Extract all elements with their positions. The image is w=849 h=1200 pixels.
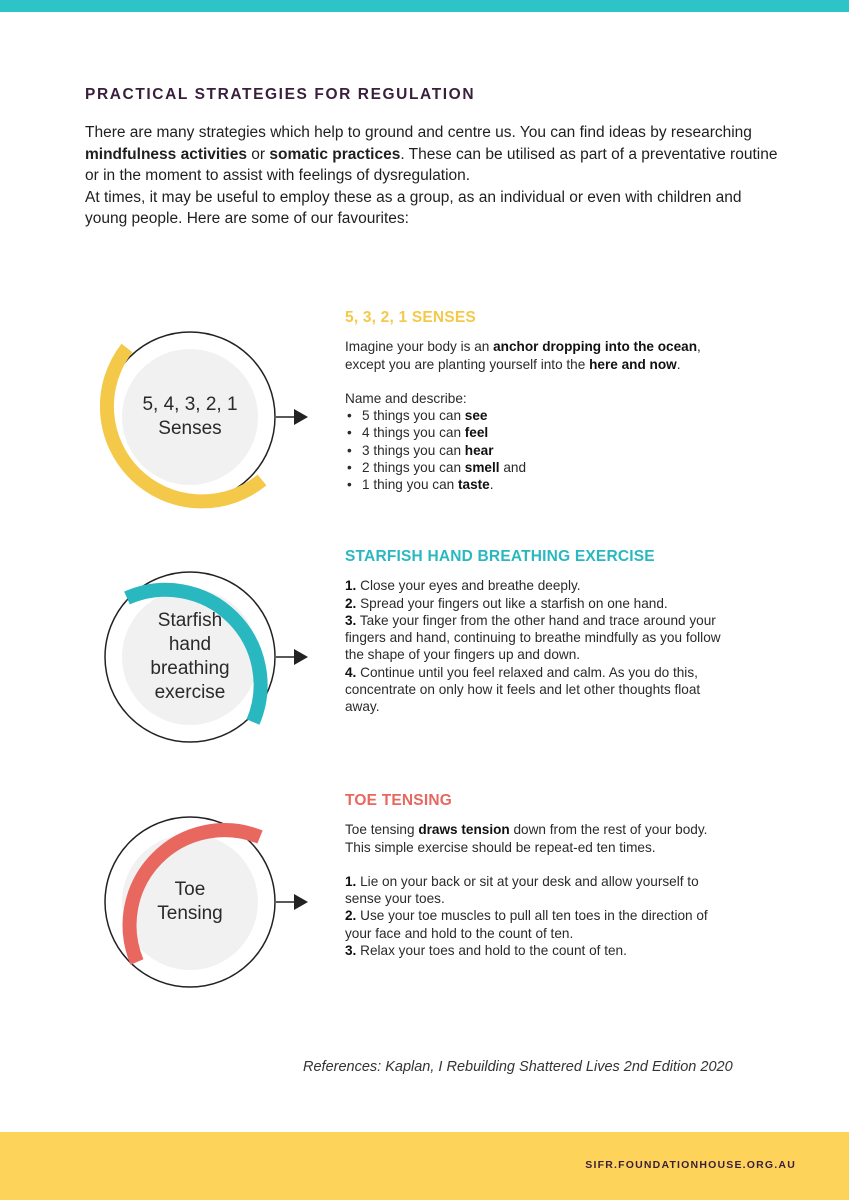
list-item: • 3 things you can hear (345, 442, 725, 459)
step: 3. Take your finger from the other hand and trace around your fingers and hand, continuing to breathe mindfully as you follow the shape of your fingers up and down. (345, 612, 721, 663)
intro-text (85, 122, 785, 230)
step: 4. Continue until you feel relaxed and calm. As you do this, concentrate on only how it feels and let other thoughts float away. (345, 664, 701, 715)
senses-circle-label: 5, 4, 3, 2, 1 Senses (142, 394, 238, 439)
intro-paragraph-2: At times, it may be useful to employ these as a group, as an individual or even with children and young people. Here are some of our favourites: (85, 188, 742, 227)
toe-tensing-section (345, 792, 725, 959)
senses-circle-diagram (100, 322, 310, 522)
senses-list-intro: Name and describe: (345, 390, 467, 406)
step: 3. Relax your toes and hold to the count of ten. (345, 943, 627, 959)
starfish-circle-label: Starfish hand breathing exercise (150, 610, 230, 703)
step: 1. Lie on your back or sit at your desk and allow yourself to sense your toes. (345, 873, 699, 907)
starfish-circle-diagram (100, 562, 310, 762)
intro-emphasis-mindfulness: mindfulness activities (85, 145, 247, 163)
senses-list (345, 407, 725, 493)
step: 1. Close your eyes and breathe deeply. (345, 578, 581, 594)
list-item: • 5 things you can see (345, 407, 725, 424)
list-item: • 4 things you can feel (345, 424, 725, 441)
toe-tensing-circle-label: Toe Tensing (157, 879, 223, 924)
step: 2. Spread your fingers out like a starfish on one hand. (345, 595, 668, 611)
footer-bar (0, 1132, 849, 1200)
starfish-section (345, 548, 725, 716)
top-accent-bar (0, 0, 849, 12)
references-citation: References: Kaplan, I Rebuilding Shattered Lives 2nd Edition 2020 (303, 1059, 733, 1075)
list-item: • 1 thing you can taste. (345, 476, 725, 493)
senses-description: Imagine your body is an anchor dropping into the ocean, except you are planting yourself into the here and now. (345, 339, 701, 372)
senses-section (345, 309, 725, 494)
toe-tensing-title: TOE TENSING (345, 792, 452, 809)
toe-tensing-description: Toe tensing draws tension down from the rest of your body. This simple exercise should be repeat-ed ten times. (345, 822, 708, 855)
footer-website-link[interactable]: SIFR.FOUNDATIONHOUSE.ORG.AU (585, 1159, 796, 1171)
intro-emphasis-somatic: somatic practices (269, 145, 401, 163)
step: 2. Use your toe muscles to pull all ten toes in the direction of your face and hold to the count of ten. (345, 908, 708, 941)
page-title: PRACTICAL STRATEGIES FOR REGULATION (85, 86, 476, 103)
starfish-title: STARFISH HAND BREATHING EXERCISE (345, 548, 655, 565)
list-item: • 2 things you can smell and (345, 459, 725, 476)
intro-paragraph-1: There are many strategies which help to ground and centre us. You can find ideas by researching mindfulness activities or somatic practices. These can be utilised as part of a preventative routine or in the moment to assist with feelings of dysregulation. (85, 124, 778, 184)
toe-tensing-circle-diagram (100, 807, 310, 1007)
senses-title: 5, 3, 2, 1 SENSES (345, 309, 476, 326)
